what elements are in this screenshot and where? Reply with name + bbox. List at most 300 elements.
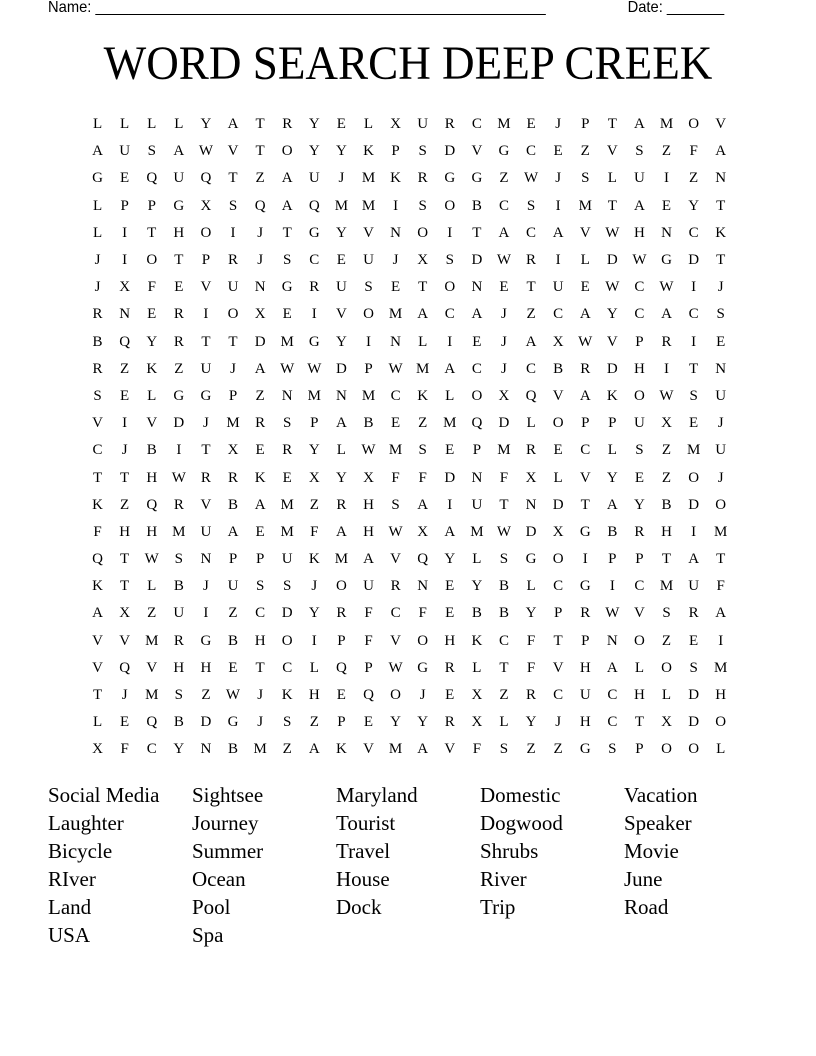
grid-letter: X <box>200 197 212 214</box>
grid-letter: R <box>634 523 645 540</box>
grid-letter: O <box>417 632 429 649</box>
grid-letter: E <box>255 523 265 540</box>
grid-letter: Y <box>390 714 401 731</box>
grid-letter: E <box>336 252 346 269</box>
grid-letter: Y <box>606 306 618 323</box>
grid-letter: V <box>146 415 158 432</box>
grid-letter: N <box>471 469 483 486</box>
grid-letter: X <box>417 523 429 540</box>
grid-letter: M <box>714 659 728 676</box>
grid-letter: Q <box>146 170 158 187</box>
grid-letter: S <box>499 741 509 758</box>
grid-letter: S <box>283 714 292 731</box>
grid-letter: D <box>200 714 212 731</box>
grid-letter: D <box>444 469 456 486</box>
grid-letter: I <box>122 252 128 269</box>
grid-letter: J <box>121 442 128 459</box>
grid-letter: I <box>230 224 236 241</box>
grid-letter: V <box>200 279 212 296</box>
grid-letter: V <box>335 306 347 323</box>
grid-letter: U <box>552 279 564 296</box>
grid-letter: W <box>198 143 213 160</box>
grid-letter: B <box>471 605 482 622</box>
grid-letter: K <box>146 360 158 377</box>
grid-letter: D <box>254 333 266 350</box>
grid-letter: A <box>634 116 645 133</box>
grid-letter: I <box>203 306 209 323</box>
grid-letter: Y <box>634 496 645 513</box>
word-item: Maryland <box>336 783 418 807</box>
grid-letter: O <box>715 714 727 731</box>
grid-letter: B <box>498 605 509 622</box>
grid-letter: W <box>578 333 593 350</box>
grid-letter: R <box>173 496 184 513</box>
grid-letter: R <box>92 306 103 323</box>
grid-letter: J <box>121 687 128 704</box>
grid-letter: D <box>552 496 564 513</box>
grid-letter: T <box>120 578 130 595</box>
grid-letter: R <box>282 442 293 459</box>
grid-letter: H <box>579 659 591 676</box>
grid-letter: V <box>390 551 401 568</box>
grid-letter: K <box>471 632 483 649</box>
grid-letter: F <box>716 578 725 595</box>
grid-letter: X <box>227 442 239 459</box>
grid-letter: Y <box>200 116 212 133</box>
grid-letter: U <box>363 578 374 595</box>
grid-letter: P <box>364 360 373 377</box>
grid-letter: F <box>499 469 509 486</box>
grid-letter: A <box>281 197 293 214</box>
grid-letter: A <box>579 306 591 323</box>
grid-letter: F <box>310 523 319 540</box>
grid-letter: A <box>715 143 727 160</box>
grid-letter: L <box>499 714 509 731</box>
grid-letter: V <box>200 496 212 513</box>
grid-letter: G <box>200 632 212 649</box>
grid-letter: J <box>555 116 562 133</box>
grid-letter: I <box>447 333 453 350</box>
grid-letter: Y <box>471 578 483 595</box>
grid-letter: O <box>688 116 700 133</box>
grid-letter: L <box>120 116 130 133</box>
grid-letter: J <box>501 333 507 350</box>
grid-letter: A <box>552 224 564 241</box>
grid-letter: A <box>417 741 429 758</box>
grid-letter: Z <box>526 306 536 323</box>
grid-letter: F <box>418 469 427 486</box>
grid-letter: A <box>308 741 320 758</box>
grid-letter: D <box>281 605 293 622</box>
grid-letter: E <box>472 333 482 350</box>
grid-letter: S <box>526 197 536 214</box>
grid-letter: X <box>119 605 131 622</box>
grid-letter: L <box>661 687 672 704</box>
grid-letter: E <box>174 279 184 296</box>
grid-letter: T <box>201 333 211 350</box>
grid-letter: Y <box>525 714 537 731</box>
grid-letter: T <box>716 252 726 269</box>
grid-letter: V <box>92 415 103 432</box>
grid-letter: B <box>498 578 509 595</box>
word-item: River <box>480 867 527 891</box>
grid-letter: A <box>471 306 483 323</box>
grid-letter: J <box>717 469 724 486</box>
grid-letter: I <box>311 306 317 323</box>
grid-letter: P <box>255 551 265 568</box>
grid-letter: L <box>607 170 617 187</box>
grid-letter: Y <box>308 143 320 160</box>
grid-letter: C <box>553 306 564 323</box>
grid-letter: Q <box>471 415 483 432</box>
grid-letter: Y <box>308 605 320 622</box>
grid-letter: Z <box>499 687 509 704</box>
grid-letter: A <box>417 306 429 323</box>
grid-letter: J <box>338 170 345 187</box>
grid-letter: Z <box>255 387 265 404</box>
grid-letter: E <box>336 116 346 133</box>
grid-letter: G <box>173 197 185 214</box>
grid-letter: C <box>580 442 591 459</box>
grid-letter: F <box>418 605 427 622</box>
grid-letter: N <box>715 360 727 377</box>
grid-letter: W <box>659 387 674 404</box>
grid-letter: P <box>581 116 590 133</box>
grid-letter: W <box>632 252 647 269</box>
grid-letter: T <box>580 496 590 513</box>
grid-letter: O <box>444 197 456 214</box>
grid-letter: X <box>254 306 266 323</box>
grid-letter: N <box>390 333 401 350</box>
grid-letter: R <box>228 469 239 486</box>
grid-letter: M <box>388 741 403 758</box>
grid-letter: V <box>471 143 483 160</box>
grid-letter: J <box>230 360 236 377</box>
grid-letter: V <box>92 659 103 676</box>
grid-letter: T <box>634 714 644 731</box>
grid-letter: N <box>525 496 537 513</box>
grid-letter: Z <box>499 170 509 187</box>
grid-letter: J <box>311 578 318 595</box>
grid-letter: Q <box>308 197 320 214</box>
grid-letter: X <box>390 116 401 133</box>
grid-letter: R <box>336 496 347 513</box>
word-item: Spa <box>192 923 224 947</box>
grid-letter: M <box>280 523 294 540</box>
grid-letter: M <box>497 116 511 133</box>
grid-letter: L <box>309 659 319 676</box>
grid-letter: I <box>203 605 209 622</box>
grid-letter: O <box>335 578 347 595</box>
grid-letter: Z <box>282 741 292 758</box>
grid-letter: I <box>691 523 697 540</box>
grid-letter: Y <box>417 714 429 731</box>
grid-letter: V <box>390 632 401 649</box>
grid-letter: Q <box>119 333 131 350</box>
grid-letter: W <box>144 551 159 568</box>
grid-letter: X <box>552 333 564 350</box>
grid-letter: O <box>200 224 212 241</box>
grid-letter: I <box>664 170 670 187</box>
grid-letter: U <box>281 551 293 568</box>
grid-letter: M <box>388 306 403 323</box>
grid-letter: T <box>255 659 265 676</box>
grid-letter: U <box>579 687 591 704</box>
grid-letter: L <box>147 578 157 595</box>
grid-letter: E <box>445 605 455 622</box>
grid-letter: C <box>607 714 618 731</box>
grid-letter: O <box>634 387 645 404</box>
grid-letter: S <box>418 197 427 214</box>
grid-letter: T <box>255 116 265 133</box>
grid-letter: E <box>282 306 292 323</box>
grid-letter: B <box>92 333 103 350</box>
grid-letter: L <box>418 333 428 350</box>
grid-letter: G <box>579 523 591 540</box>
grid-letter: S <box>93 387 102 404</box>
grid-letter: T <box>201 442 211 459</box>
grid-letter: E <box>363 714 374 731</box>
grid-letter: V <box>92 632 103 649</box>
grid-letter: Y <box>335 469 347 486</box>
grid-letter: P <box>337 632 346 649</box>
grid-letter: D <box>688 496 700 513</box>
grid-letter: G <box>417 659 429 676</box>
grid-letter: C <box>526 360 537 377</box>
grid-letter: C <box>92 442 103 459</box>
grid-letter: B <box>471 197 482 214</box>
grid-letter: I <box>691 279 697 296</box>
grid-letter: T <box>689 360 699 377</box>
grid-letter: I <box>393 197 399 214</box>
grid-letter: G <box>498 143 510 160</box>
grid-letter: T <box>147 224 157 241</box>
grid-letter: H <box>254 632 266 649</box>
grid-letter: T <box>526 279 536 296</box>
grid-letter: O <box>390 687 401 704</box>
grid-letter: B <box>363 415 374 432</box>
grid-letter: P <box>553 605 563 622</box>
grid-letter: M <box>145 687 159 704</box>
grid-letter: M <box>226 415 240 432</box>
grid-letter: K <box>390 170 401 187</box>
letter-grid <box>84 111 734 764</box>
grid-letter: O <box>661 741 672 758</box>
grid-letter: B <box>553 360 564 377</box>
grid-letter: C <box>282 659 293 676</box>
grid-letter: X <box>498 387 510 404</box>
grid-letter: P <box>228 387 238 404</box>
grid-letter: E <box>553 143 563 160</box>
word-item: Sightsee <box>192 783 264 807</box>
grid-letter: L <box>92 224 103 241</box>
grid-letter: P <box>391 143 400 160</box>
grid-letter: Z <box>689 170 699 187</box>
grid-letter: T <box>255 143 265 160</box>
grid-letter: J <box>257 252 264 269</box>
grid-letter: F <box>93 523 102 540</box>
grid-letter: T <box>120 551 130 568</box>
grid-letter: L <box>147 116 157 133</box>
grid-letter: R <box>444 116 455 133</box>
grid-letter: J <box>555 170 562 187</box>
grid-letter: M <box>334 197 349 214</box>
grid-letter: Y <box>308 116 320 133</box>
grid-letter: F <box>472 741 482 758</box>
grid-letter: R <box>228 252 239 269</box>
grid-letter: P <box>120 197 129 214</box>
page-title: WORD SEARCH DEEP CREEK <box>103 37 713 90</box>
grid-letter: Z <box>309 714 319 731</box>
grid-letter: P <box>608 551 617 568</box>
grid-letter: A <box>634 197 645 214</box>
grid-letter: A <box>335 523 347 540</box>
grid-letter: F <box>364 605 373 622</box>
grid-letter: H <box>579 714 591 731</box>
grid-letter: V <box>634 605 645 622</box>
grid-letter: A <box>227 523 239 540</box>
word-column <box>624 781 768 919</box>
grid-letter: Y <box>335 224 347 241</box>
grid-letter: R <box>580 360 591 377</box>
grid-letter: E <box>120 170 130 187</box>
grid-letter: U <box>634 170 645 187</box>
grid-letter: E <box>553 442 563 459</box>
word-item: Dock <box>336 895 382 919</box>
grid-letter: K <box>363 143 374 160</box>
grid-letter: E <box>499 279 509 296</box>
grid-letter: A <box>444 523 456 540</box>
grid-letter: G <box>444 170 456 187</box>
date-field-label: Date: _______ <box>627 0 725 16</box>
grid-letter: V <box>552 387 564 404</box>
grid-letter: T <box>120 469 130 486</box>
grid-letter: L <box>336 442 346 459</box>
grid-letter: W <box>523 170 539 187</box>
grid-letter: J <box>392 252 399 269</box>
grid-letter: T <box>418 279 428 296</box>
grid-letter: G <box>281 279 293 296</box>
grid-letter: V <box>579 224 591 241</box>
grid-letter: R <box>417 170 428 187</box>
grid-letter: C <box>553 578 564 595</box>
grid-letter: O <box>281 143 293 160</box>
grid-letter: E <box>445 442 455 459</box>
grid-letter: E <box>390 279 401 296</box>
grid-letter: A <box>606 659 618 676</box>
grid-letter: I <box>122 415 128 432</box>
grid-letter: L <box>92 197 103 214</box>
grid-letter: Z <box>553 741 563 758</box>
grid-letter: E <box>390 415 401 432</box>
grid-letter: K <box>417 387 429 404</box>
grid-letter: I <box>609 578 615 595</box>
grid-letter: K <box>92 496 103 513</box>
grid-letter: M <box>253 741 267 758</box>
grid-letter: X <box>92 741 103 758</box>
grid-letter: G <box>200 387 212 404</box>
grid-letter: L <box>526 415 536 432</box>
grid-letter: I <box>122 224 128 241</box>
grid-letter: H <box>634 687 645 704</box>
grid-letter: W <box>361 442 376 459</box>
grid-letter: U <box>308 170 320 187</box>
grid-letter: C <box>390 387 401 404</box>
grid-letter: A <box>444 360 456 377</box>
grid-letter: M <box>388 442 403 459</box>
grid-letter: S <box>283 252 292 269</box>
grid-letter: E <box>634 469 644 486</box>
grid-letter: K <box>281 687 293 704</box>
grid-letter: V <box>119 632 131 649</box>
grid-letter: S <box>581 170 590 187</box>
grid-letter: S <box>608 741 617 758</box>
grid-letter: M <box>280 496 294 513</box>
grid-letter: E <box>689 415 699 432</box>
grid-letter: H <box>119 523 131 540</box>
grid-letter: S <box>418 442 427 459</box>
grid-letter: S <box>174 687 183 704</box>
grid-letter: X <box>661 415 672 432</box>
grid-letter: Q <box>525 387 537 404</box>
grid-letter: U <box>417 116 429 133</box>
grid-letter: U <box>200 360 212 377</box>
grid-letter: R <box>580 605 591 622</box>
word-column <box>48 781 192 947</box>
grid-letter: T <box>607 197 617 214</box>
grid-letter: O <box>363 306 374 323</box>
grid-letter: G <box>661 252 672 269</box>
grid-letter: H <box>308 687 320 704</box>
grid-letter: X <box>471 687 483 704</box>
grid-letter: C <box>498 632 509 649</box>
grid-letter: P <box>364 659 373 676</box>
grid-letter: N <box>471 279 483 296</box>
grid-letter: Z <box>661 143 672 160</box>
grid-letter: P <box>337 714 346 731</box>
word-item: Social Media <box>48 783 160 807</box>
grid-letter: J <box>203 415 209 432</box>
grid-letter: M <box>416 360 430 377</box>
grid-letter: I <box>691 333 697 350</box>
grid-letter: L <box>92 714 103 731</box>
grid-letter: R <box>444 659 455 676</box>
grid-letter: V <box>606 333 618 350</box>
grid-letter: U <box>227 279 239 296</box>
word-column <box>192 781 336 947</box>
grid-letter: E <box>228 659 238 676</box>
grid-letter: F <box>689 143 698 160</box>
grid-letter: D <box>688 714 700 731</box>
grid-letter: P <box>472 442 482 459</box>
grid-letter: H <box>173 659 185 676</box>
grid-letter: R <box>200 469 211 486</box>
grid-letter: M <box>172 523 186 540</box>
grid-letter: Z <box>147 605 157 622</box>
grid-letter: V <box>146 659 158 676</box>
grid-letter: Q <box>146 496 158 513</box>
grid-letter: N <box>200 551 212 568</box>
grid-letter: Z <box>580 143 590 160</box>
grid-letter: O <box>227 306 239 323</box>
grid-letter: R <box>173 306 184 323</box>
grid-letter: C <box>526 224 537 241</box>
grid-letter: E <box>282 469 292 486</box>
grid-letter: Q <box>335 659 347 676</box>
grid-letter: P <box>147 197 156 214</box>
grid-letter: I <box>447 224 453 241</box>
grid-letter: K <box>715 224 727 241</box>
